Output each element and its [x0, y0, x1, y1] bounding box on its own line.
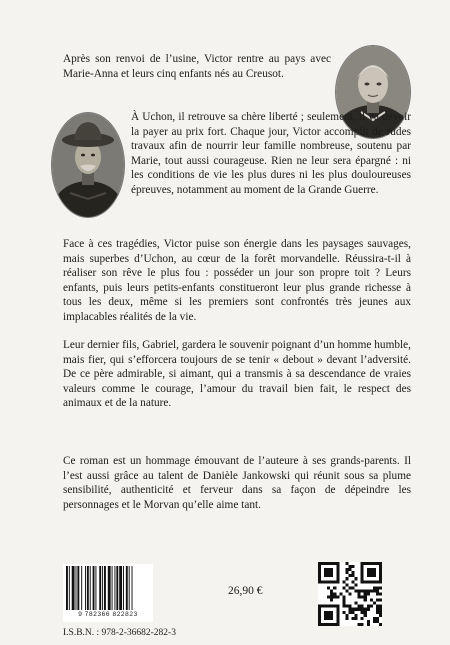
portrait-man-photo — [51, 112, 125, 218]
barcode-number: 9 782366 822823 — [63, 611, 153, 618]
paragraph-2: À Uchon, il retrouve sa chère liberté ; seulement, il va devoir la payer au prix fort. Chaque jour, Victor accomplit de rudes travaux afin de nourrir leur famille nombreuse, soutenu par Marie, tout aussi courageuse. Rien ne leur sera épargné : ni les conditions de vie les plus dures ni les plus douloureuses épreuves, notamment au moment de la Grande Guerre. — [131, 111, 411, 196]
qr-code-icon — [318, 562, 382, 626]
isbn: I.S.B.N. : 978-2-36682-282-3 — [63, 628, 176, 638]
paragraph-4: Leur dernier fils, Gabriel, gardera le souvenir poignant d’un homme humble, mais fier, qui s’efforcera toujours de se tenir « debout » devant l’adversité. De ce père admirable, si aimant, qui a transmis à sa descendance de vraies valeurs comme le courage, l’amour du travail bien fait, le respect des animaux et de la nature. — [63, 339, 411, 410]
paragraph-5: Ce roman est un hommage émouvant de l’auteure à ses grands-parents. Il l’est aussi grâce au talent de Danièle Jankowski qui réunit sous sa plume sensibilité, authenticité et ferveur dans sa façon de dépeindre les personnages et le Morvan qu’elle aime tant. — [63, 455, 411, 511]
paragraph-1: Après son renvoi de l’usine, Victor rentre au pays avec Marie-Anna et leurs cinq enfants nés au Creusot. — [63, 53, 331, 80]
paragraph-3: Face à ces tragédies, Victor puise son énergie dans les paysages sauvages, mais superbes d’Uchon, au cœur de la forêt morvandelle. Réussira-t-il à réaliser son rêve le plus fou : posséder un jour son propre toit ? Leurs enfants, puis leurs petits-enfants constitueront leur plus grande richesse à tous les deux, même si les premiers sont confrontés très jeunes aux implacables réalités de la vie. — [63, 238, 411, 323]
price: 26,90 € — [228, 585, 263, 597]
